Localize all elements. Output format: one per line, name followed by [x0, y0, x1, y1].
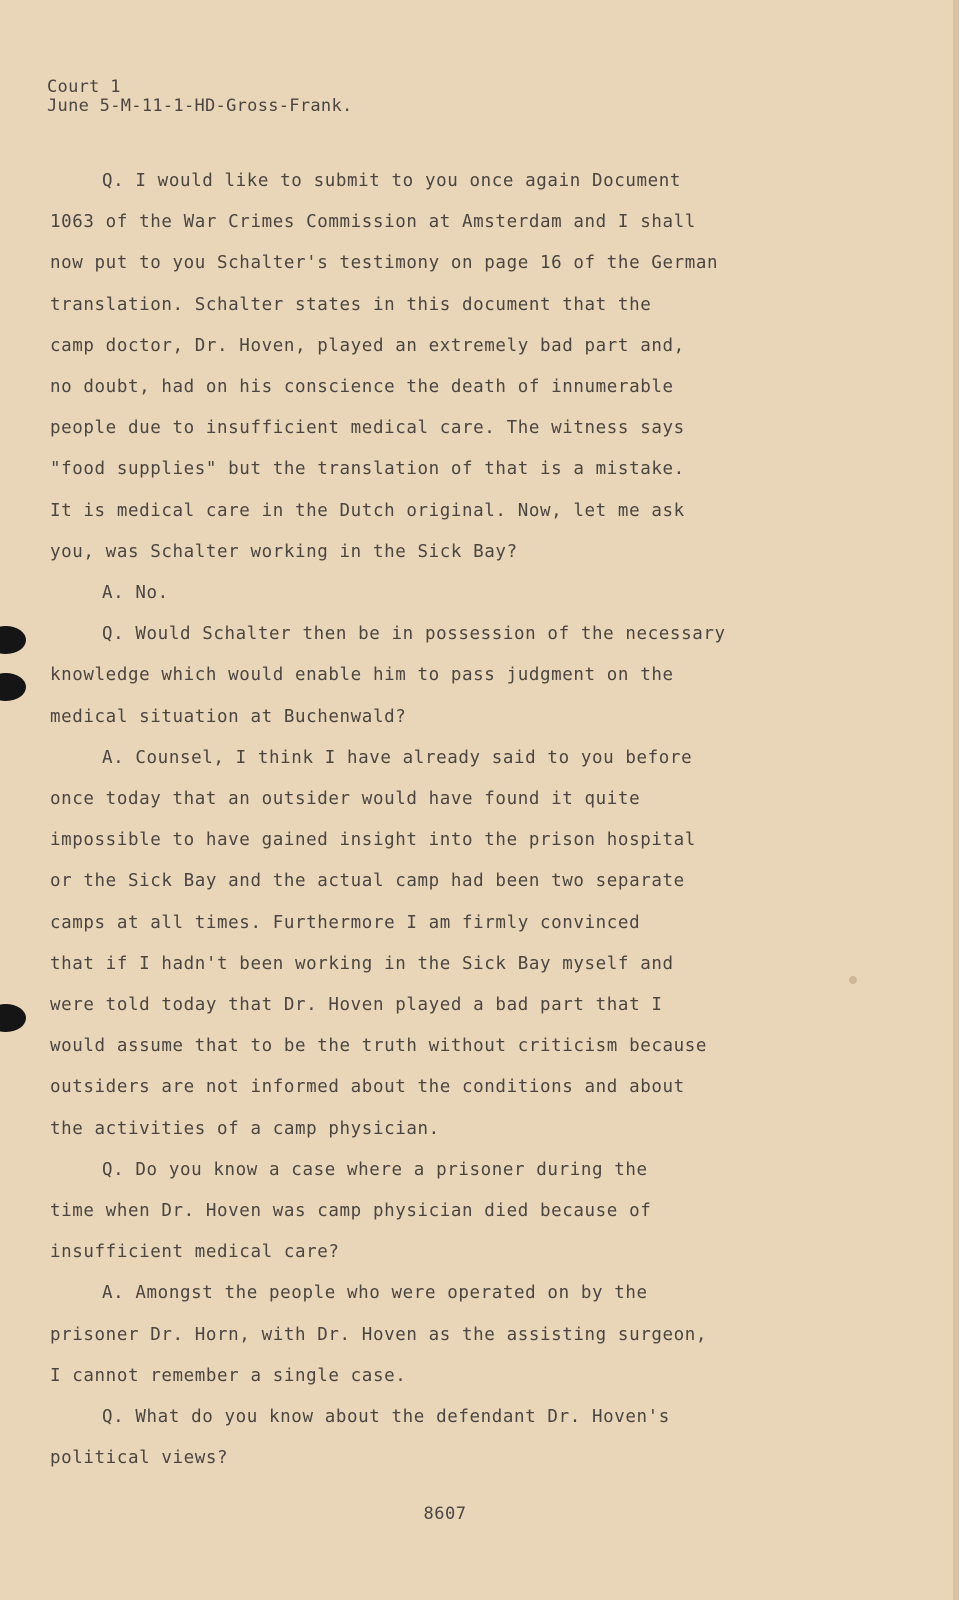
text-line: Q. Would Schalter then be in possession of the necessary	[102, 624, 726, 645]
transcript-body	[50, 161, 820, 1480]
text-line: once today that an outsider would have found it quite	[50, 789, 641, 810]
text-line: Q. What do you know about the defendant Dr. Hoven's	[102, 1407, 670, 1428]
text-line: impossible to have gained insight into the prison hospital	[50, 830, 696, 851]
text-line: I cannot remember a single case.	[50, 1365, 407, 1386]
text-line: camp doctor, Dr. Hoven, played an extremely bad part and,	[50, 335, 685, 356]
text-line: that if I hadn't been working in the Sick Bay myself and	[50, 953, 674, 974]
text-line: outsiders are not informed about the conditions and about	[50, 1077, 685, 1098]
text-line: were told today that Dr. Hoven played a bad part that I	[50, 995, 663, 1016]
text-line: medical situation at Buchenwald?	[50, 706, 407, 727]
text-line: insufficient medical care?	[50, 1242, 340, 1263]
text-line: Q. Do you know a case where a prisoner during the	[102, 1159, 648, 1180]
text-line: people due to insufficient medical care. The witness says	[50, 418, 685, 439]
text-line: 1063 of the War Crimes Commission at Amsterdam and I shall	[50, 212, 696, 233]
page-header	[47, 78, 353, 116]
page-number: 8607	[423, 1504, 467, 1524]
text-line: "food supplies" but the translation of that is a mistake.	[50, 459, 685, 480]
punch-hole	[0, 626, 26, 654]
text-line: camps at all times. Furthermore I am firmly convinced	[50, 912, 641, 933]
text-line: A. Amongst the people who were operated on by the	[102, 1283, 648, 1304]
punch-hole	[0, 673, 26, 701]
date-reference-line: June 5-M-11-1-HD-Gross-Frank.	[47, 96, 353, 116]
text-line: A. No.	[102, 583, 169, 604]
text-line: now put to you Schalter's testimony on page 16 of the German	[50, 253, 719, 274]
text-line: A. Counsel, I think I have already said to you before	[102, 747, 693, 768]
text-line: you, was Schalter working in the Sick Bay?	[50, 541, 518, 562]
text-line: political views?	[50, 1448, 229, 1469]
text-line: translation. Schalter states in this document that the	[50, 294, 652, 315]
text-line: It is medical care in the Dutch original. Now, let me ask	[50, 500, 685, 521]
text-line: no doubt, had on his conscience the death of innumerable	[50, 377, 674, 398]
punch-hole	[0, 1004, 26, 1032]
court-label: Court 1	[47, 77, 121, 97]
text-line: Q. I would like to submit to you once again Document	[102, 171, 682, 191]
text-line: or the Sick Bay and the actual camp had been two separate	[50, 871, 685, 892]
text-line: prisoner Dr. Horn, with Dr. Hoven as the assisting surgeon,	[50, 1324, 708, 1345]
text-line: would assume that to be the truth without criticism because	[50, 1036, 708, 1057]
paper-speck	[849, 976, 857, 984]
text-line: knowledge which would enable him to pass judgment on the	[50, 665, 674, 686]
text-line: the activities of a camp physician.	[50, 1118, 440, 1139]
text-line: time when Dr. Hoven was camp physician died because of	[50, 1201, 652, 1222]
